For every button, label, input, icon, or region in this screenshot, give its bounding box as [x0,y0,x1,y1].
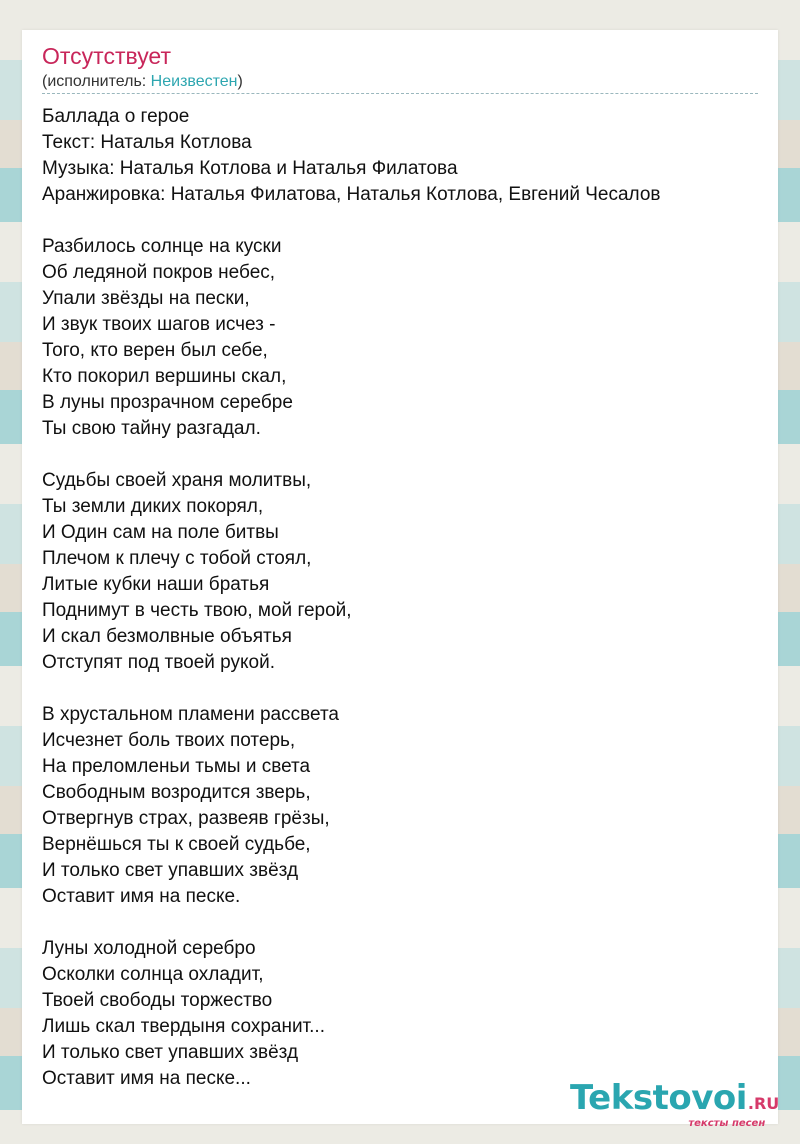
stanza-gap [42,676,661,702]
song-title: Отсутствует [42,43,171,69]
lyric-line: И только свет упавших звёзд [42,1042,299,1063]
lyrics-body [42,104,661,1092]
divider [42,93,758,94]
lyric-line: На преломленьи тьмы и света [42,756,311,777]
stanza-gap [42,442,661,468]
lyric-line: Оставит имя на песке. [42,886,241,907]
lyric-line: Литые кубки наши братья [42,574,270,595]
credits-line: Текст: Наталья Котлова [42,132,252,153]
lyric-line: Поднимут в честь твою, мой герой, [42,600,352,621]
logo-tld: .RU [747,1094,780,1113]
lyric-line: И скал безмолвные объятья [42,626,292,647]
lyric-line: Оставит имя на песке... [42,1068,251,1089]
lyric-line: Упали звёзды на пески, [42,288,250,309]
site-logo[interactable] [570,1078,780,1129]
lyric-line: Отвергнув страх, развеяв грёзы, [42,808,330,829]
artist-line [42,72,243,92]
lyric-line: В луны прозрачном серебре [42,392,293,413]
lyric-line: В хрустальном пламени рассвета [42,704,339,725]
lyric-line: Свободным возродится зверь, [42,782,311,803]
lyric-line: И звук твоих шагов исчез - [42,314,276,335]
lyric-line: Разбилось солнце на куски [42,236,282,257]
artist-label-close: ) [237,73,243,90]
lyric-line: Ты земли диких покорял, [42,496,264,517]
credits-line: Баллада о герое [42,106,190,127]
lyric-line: Кто покорил вершины скал, [42,366,287,387]
lyric-line: И Один сам на поле битвы [42,522,279,543]
lyric-line: Исчезнет боль твоих потерь, [42,730,296,751]
logo-tagline: тексты песен [688,1118,766,1129]
lyric-line: Осколки солнца охладит, [42,964,264,985]
lyric-line: Того, кто верен был себе, [42,340,268,361]
lyric-line: Судьбы своей храня молитвы, [42,470,312,491]
artist-name-link[interactable]: Неизвестен [150,73,238,90]
credits-line: Музыка: Наталья Котлова и Наталья Филатова [42,158,458,179]
lyric-line: Об ледяной покров небес, [42,262,276,283]
lyric-line: Вернёшься ты к своей судьбе, [42,834,311,855]
lyrics-sheet [22,30,780,1129]
stanza-gap [42,208,661,234]
artist-label: (исполнитель: [42,73,151,90]
credits-line: Аранжировка: Наталья Филатова, Наталья Котлова, Евгений Чесалов [42,184,661,205]
lyric-line: Плечом к плечу с тобой стоял, [42,548,312,569]
lyric-line: Твоей свободы торжество [42,990,273,1011]
lyric-line: Луны холодной серебро [42,938,256,959]
lyric-line: Лишь скал твердыня сохранит... [42,1016,325,1037]
lyric-line: Ты свою тайну разгадал. [42,418,261,439]
logo-wordmark: Tekstovoi [570,1078,747,1118]
stanza-gap [42,910,661,936]
lyric-line: Отступят под твоей рукой. [42,652,275,673]
lyric-line: И только свет упавших звёзд [42,860,299,881]
